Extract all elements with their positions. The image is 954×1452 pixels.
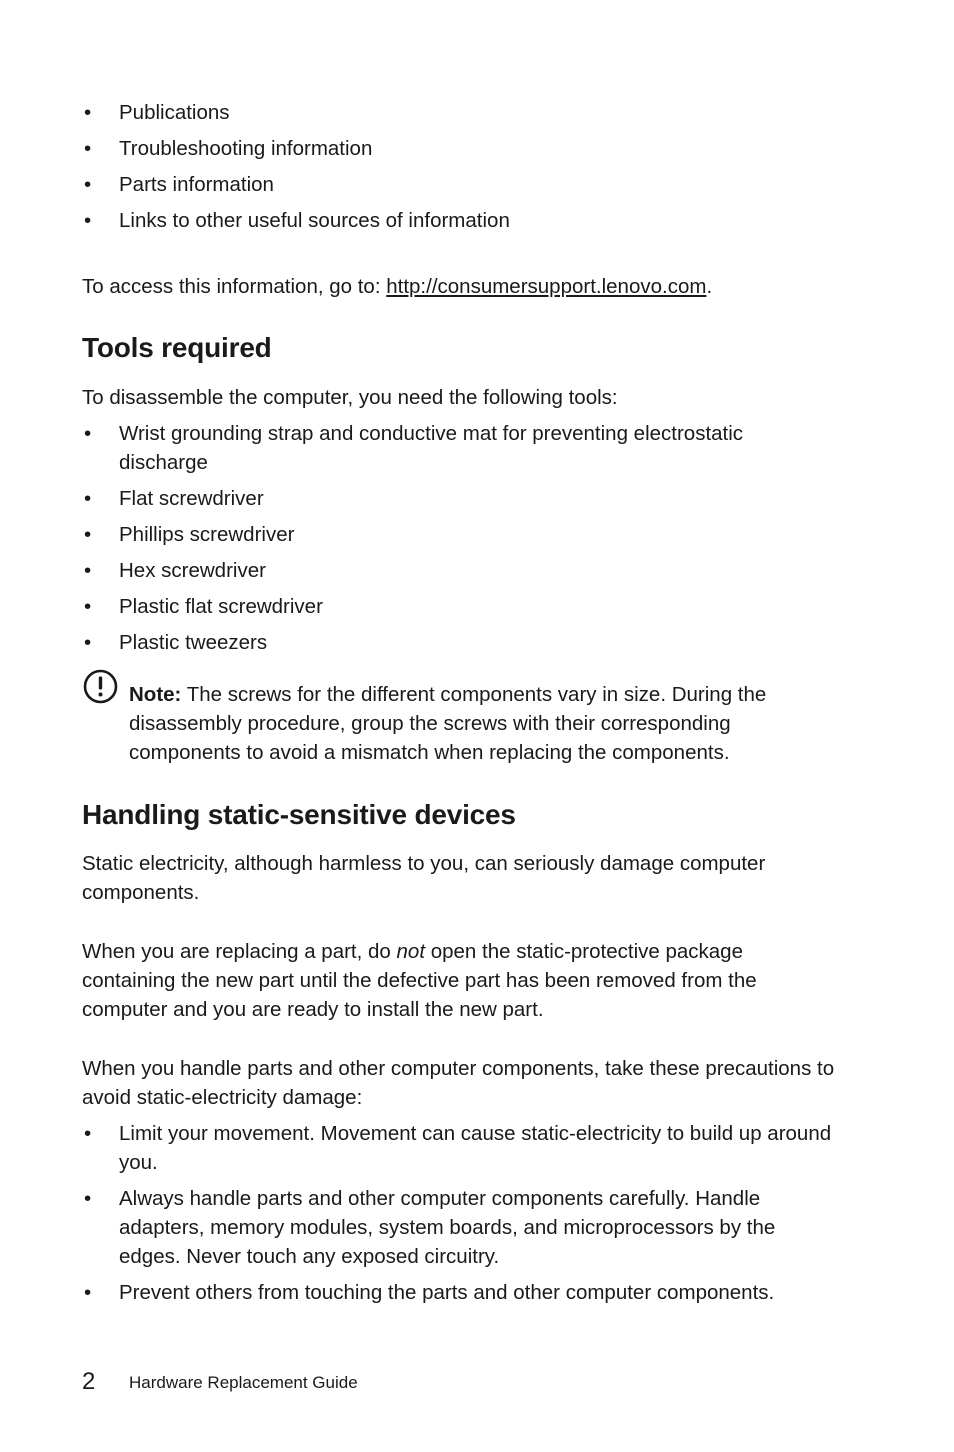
list-item: • Hex screwdriver bbox=[82, 556, 782, 585]
static-heading: Handling static-sensitive devices bbox=[82, 799, 516, 830]
emphasis-not: not bbox=[396, 940, 426, 963]
support-link[interactable]: http://consumersupport.lenovo.com bbox=[386, 275, 707, 298]
list-item: • Troubleshooting information bbox=[82, 134, 872, 163]
precautions-list bbox=[82, 1119, 867, 1307]
exclamation-circle-icon bbox=[82, 668, 119, 705]
list-item: • Publications bbox=[82, 98, 872, 127]
note-text: The screws for the different components vary in size. During the disassembly procedure, group the screws with their corresponding components to avoid a mismatch when replacing the components. bbox=[129, 683, 767, 764]
list-item: • Plastic tweezers bbox=[82, 628, 782, 657]
info-list bbox=[82, 98, 872, 235]
list-item: • Parts information bbox=[82, 170, 872, 199]
static-paragraph-2: When you are replacing a part, do not open the static-protective package containing the new part until the defective part has been removed from the computer and you are ready to install the new part. bbox=[82, 940, 757, 1021]
list-item: • Always handle parts and other computer components carefully. Handle adapters, memory modules, system boards, and microprocessors by the edges. Never touch any exposed circuitry. bbox=[82, 1184, 867, 1271]
list-item: • Plastic flat screwdriver bbox=[82, 592, 782, 621]
tools-list bbox=[82, 419, 782, 657]
list-item: • Limit your movement. Movement can cause static-electricity to build up around you. bbox=[82, 1119, 867, 1177]
access-prefix: To access this information, go to: bbox=[82, 275, 387, 298]
tools-intro: To disassemble the computer, you need the following tools: bbox=[82, 386, 618, 409]
page-number: 2 bbox=[82, 1368, 96, 1395]
access-paragraph bbox=[82, 272, 872, 301]
list-item: • Flat screwdriver bbox=[82, 484, 782, 513]
list-item: • Phillips screwdriver bbox=[82, 520, 782, 549]
list-item: • Links to other useful sources of information bbox=[82, 206, 872, 235]
access-suffix: . bbox=[706, 275, 713, 298]
list-item: • Wrist grounding strap and conductive mat for preventing electrostatic discharge bbox=[82, 419, 782, 477]
note-label: Note: bbox=[129, 683, 182, 706]
note-paragraph bbox=[129, 680, 829, 767]
static-paragraph-1: Static electricity, although harmless to you, can seriously damage computer components. bbox=[82, 852, 766, 904]
list-item: • Prevent others from touching the parts and other computer components. bbox=[82, 1278, 867, 1307]
static-paragraph-3: When you handle parts and other computer components, take these precautions to avoid static-electricity damage: bbox=[82, 1057, 835, 1109]
footer-title: Hardware Replacement Guide bbox=[129, 1373, 358, 1392]
tools-heading: Tools required bbox=[82, 332, 272, 363]
